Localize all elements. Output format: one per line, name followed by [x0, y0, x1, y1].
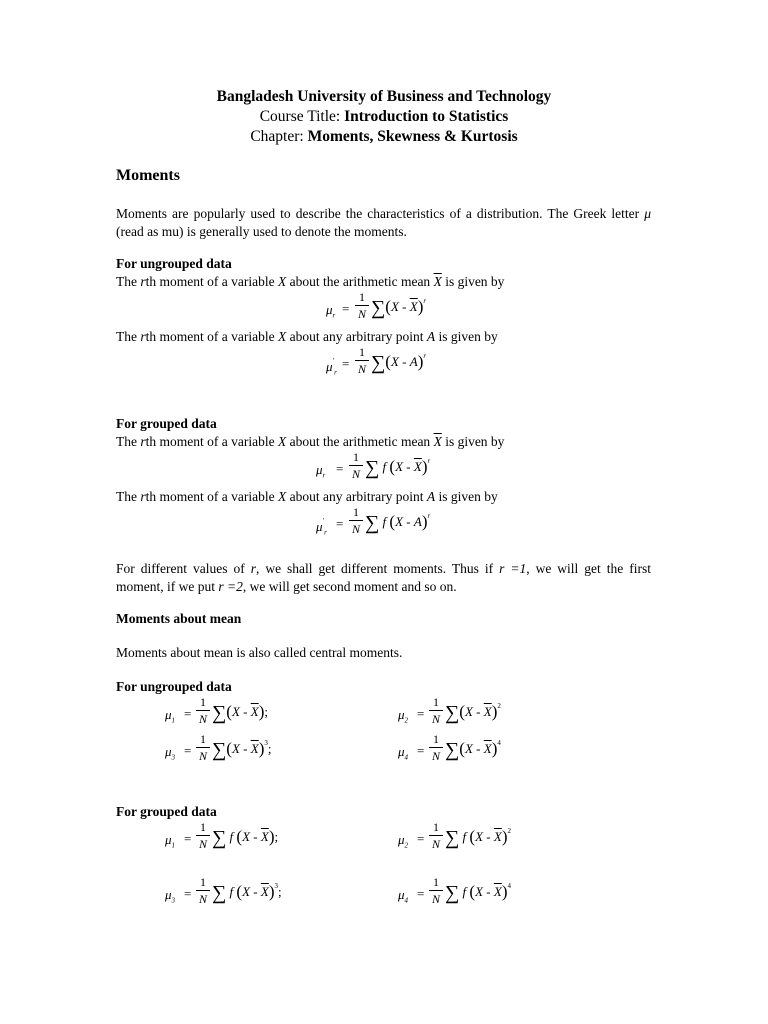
formula-mu1-ungrouped: $\mu_1$ = 1 N $\sum(X - \overline{X})$;: [165, 695, 268, 726]
different-values-paragraph: For different values of r, we shall get different moments. Thus if r =1, we will get the first moment, if we put r =2, we will get second moment and so on.: [116, 561, 652, 594]
course-title-line: Course Title: Introduction to Statistics: [259, 108, 509, 125]
moments-about-mean-heading: Moments about mean: [116, 611, 242, 626]
ungrouped-line-arbitrary: The rth moment of a variable X about any arbitrary point A is given by: [116, 329, 498, 344]
mean-grouped-heading: For grouped data: [116, 804, 217, 819]
formula-mu2-grouped: $\mu_2$ = 1 N ∑ f $(X - \overline{X})^2$: [398, 820, 511, 851]
university-name: Bangladesh University of Business and Technology: [216, 88, 552, 105]
formula-mu3-ungrouped: $\mu_3$ = 1 N $\sum(X - \overline{X})^3$;: [165, 732, 272, 763]
chapter-line: Chapter: Moments, Skewness & Kurtosis: [250, 128, 518, 145]
formula-mu3-grouped: $\mu_3$ = 1 N ∑ f $(X - \overline{X})^3$;: [165, 875, 282, 906]
mean-ungrouped-heading: For ungrouped data: [116, 679, 232, 694]
ungrouped-line-mean: The rth moment of a variable X about the arithmetic mean $\overline{X}$ is given by: [116, 274, 505, 289]
moments-intro-paragraph: Moments are popularly used to describe the characteristics of a distribution. The Greek letter μ (read as mu) is generally used to denote the moments.: [116, 206, 651, 239]
formula-mu1-grouped: $\mu_1$ = 1 N ∑ f $(X - \overline{X})$;: [165, 820, 279, 851]
formula-ungrouped-arbitrary: $\mu'_r$ = 1 N ∑(X - A)$^r$: [326, 345, 427, 377]
formula-mu4-grouped: $\mu_4$ = 1 N ∑ f $(X - \overline{X})^4$: [398, 875, 511, 906]
formula-grouped-mean: $\mu_r$ = 1 N ∑ f $(X - \overline{X})^r$: [316, 450, 431, 481]
moments-heading: Moments: [116, 167, 180, 184]
ungrouped-heading: For ungrouped data: [116, 256, 232, 271]
grouped-line-arbitrary: The rth moment of a variable X about any arbitrary point A is given by: [116, 489, 498, 504]
formula-ungrouped-mean: $\mu_r$ = 1 N $\sum(X - \overline{X})^r$: [326, 290, 427, 321]
grouped-line-mean: The rth moment of a variable X about the arithmetic mean $\overline{X}$ is given by: [116, 434, 505, 449]
central-moments-text: Moments about mean is also called central moments.: [116, 645, 403, 660]
formula-grouped-arbitrary: $\mu'_r$ = 1 N ∑ f (X - A)$^r$: [316, 505, 431, 537]
formula-mu4-ungrouped: $\mu_4$ = 1 N $\sum(X - \overline{X})^4$: [398, 732, 501, 763]
formula-mu2-ungrouped: $\mu_2$ = 1 N $\sum(X - \overline{X})^2$: [398, 695, 501, 726]
grouped-heading: For grouped data: [116, 416, 217, 431]
